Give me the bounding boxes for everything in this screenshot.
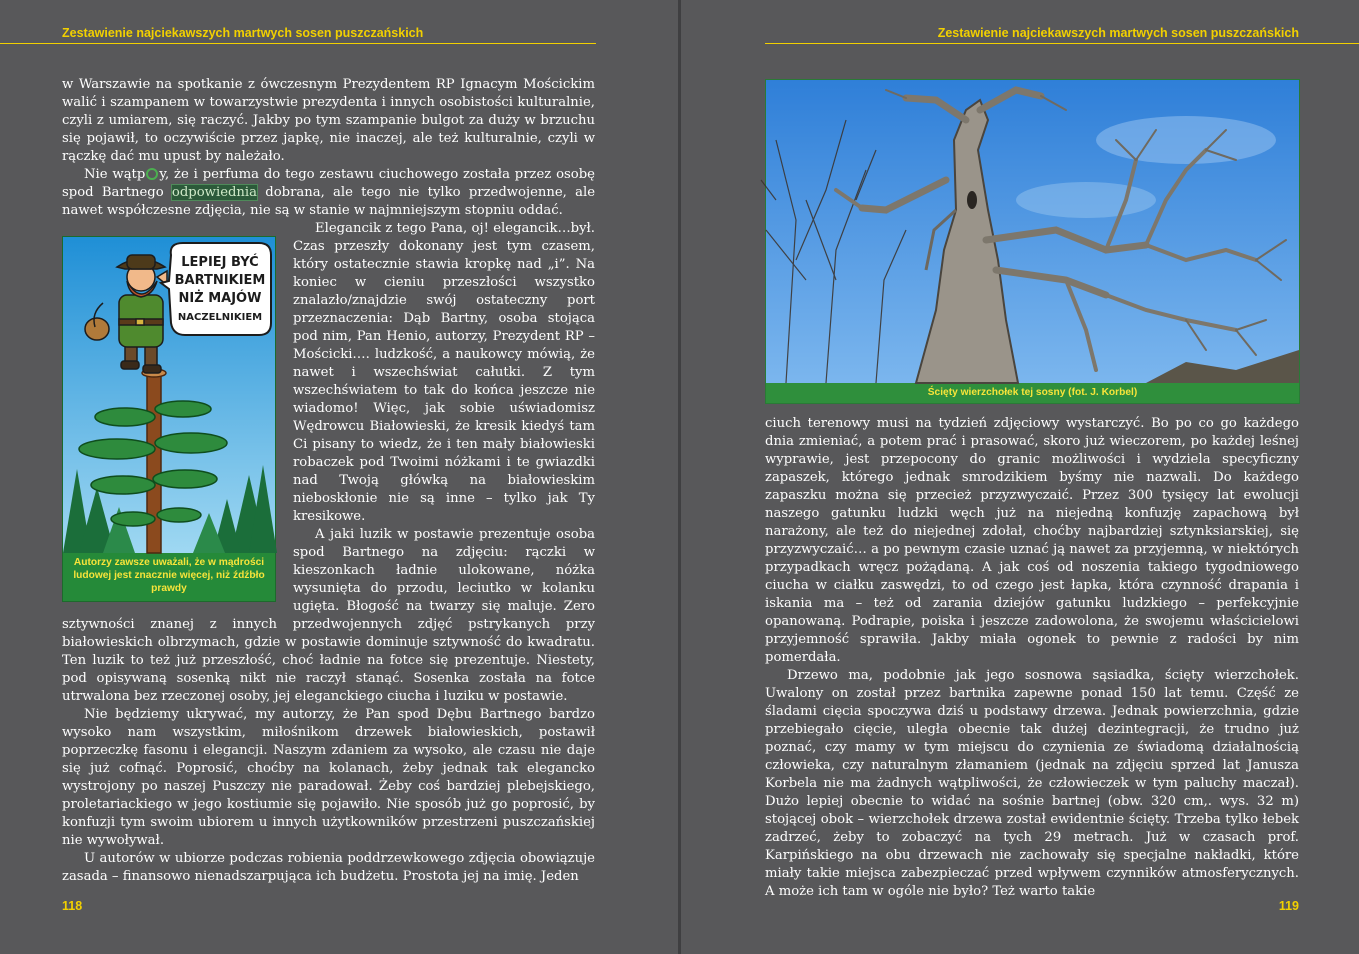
left-paragraph-6: U autorów w ubiorze podczas robienia poddrzewkowego zdjęcia obowiązuje zasada – finansowo nienadszarpująca ich budżetu. Prostota jej na imię. Jeden: [62, 851, 595, 884]
left-paragraph-2: [62, 166, 595, 220]
left-head-rule: [0, 43, 596, 44]
bubble-line-2: BARTNIKIEM: [174, 273, 266, 288]
right-paragraph-1: ciuch terenowy musi na tydzień zdjęciowy wystarczyć. Bo po co go każdego dnia zmieniać, a potem prać i prasować, skoro już wieczorem, po każdej leśnej wyprawie, jest przepocony do granic możliwości i wydziela specyficzny zapaszek, którego jednak smrodzikiem byśmy nie nazwali. Do każdego zapaszku można się przecież przyzwyczaić. Przez 300 tysięcy lat ewolucji naszego gatunku ludzki węch już na niejedną konfuzję zapachową był narażony, ale też do niejednej zdołał, choćby najbardziej sztynksiarskiej, się przyzwyczaić… a po pewnym czasie uznać ją nawet za przyjemną, w niektórych przypadkach wręcz pożądaną. A jak coś od noszenia takiego tygodniowego ciucha w ciałku zaswędzi, to od czego jest łapka, która czynność drapania i iskania ma – też od zarania dziejów gatunku ludzkiego – perfekcyjnie opanowaną. Podrapie, poiska i jeszcze zadowolona, że swojemu właścicielowi przyjemność sprawiła. Jakby miała ogonek to pewnie z radości by nim pomerdała.: [765, 416, 1299, 665]
right-page: [681, 0, 1359, 954]
bubble-line-3: NIŻ MAJÓW: [178, 291, 262, 306]
left-paragraph-5: Nie będziemy ukrywać, my autorzy, że Pan spod Dębu Bartnego bardzo wysoko nam wszystkim, miłośnikom drzewek białowieskich, postawił poprzeczkę fasonu i elegancji. Naszym zdaniem za wysoko, ale czasu nie daje się już cofnąć. Poprosić, choćby na kolanach, żeby jednak tak elegancko wystrojony po naszej Puszczy nie paradował. Żeby coś bardziej plebejskiego, proletariackiego w jego kostiumie się pojawiło. Nie sposób już go poprosić, by konfuzji tym swoim ubiorem u innych użytkowników przestrzeni puszczańskiej nie wywoływał.: [62, 707, 595, 848]
left-text-column: [62, 76, 595, 884]
left-page-number: 118: [62, 899, 83, 913]
bubble-line-4: NACZELNIKIEM: [177, 312, 263, 323]
text-cursor-icon: [146, 168, 158, 180]
highlighted-word[interactable]: odpowiednia: [171, 185, 258, 200]
photo-figure: [765, 79, 1300, 404]
bartnik-cartoon-illustration: [63, 237, 275, 553]
dead-pine-photo: [766, 80, 1299, 383]
right-running-head: Zestawienie najciekawszych martwych sosen puszczańskich: [937, 26, 1299, 40]
cartoon-figure: [62, 236, 276, 602]
left-paragraph-3: [62, 220, 595, 594]
left-running-head: Zestawienie najciekawszych martwych sosen puszczańskich: [62, 26, 424, 40]
left-paragraph-1: w Warszawie na spotkanie z ówczesnym Prezydentem RP Ignacym Mościckim walić i szampanem w towarzystwie prezydenta i innych osobistości kulturalnie, czyli z umiarem, się raczyć. Jakby po tym szampanie bulgot za duży w brzuchu się pojawił, to oczywiście przez japkę, nie inaczej, ale też kulturalnie, czyli w rączkę dać mu upust by należało.: [62, 77, 595, 164]
right-paragraph-2: Drzewo ma, podobnie jak jego sosnowa sąsiadka, ścięty wierzchołek. Uwalony on został przez bartnika zapewne ponad 150 lat temu. Część ze śladami cięcia spoczywa dziś u podstawy drzewa. Jednak powierzchnia, gdzie przebiegało cięcie, uległa obecnie tak dużej dezintegracji, że trudno już poznać, czy mamy w tym miejscu do czynienia ze świadomą działalnością człowieka, czy naturalnym złamaniem (jednak na zdjęciu sprzed lat Janusza Korbela nie ma żadnych wątpliwości, że człowieczek w tym paluchy maczał). Dużo lepiej obecnie to widać na sośnie bartnej (obw. 320 cm,. wys. 32 m) stojącej obok – wierzchołek drzewa został ewidentnie ścięty. Trzeba tylko łebek zadrzeć, żeby to zobaczyć na tych 29 metrach. Już w czasach prof. Karpińskiego na obu drzewach nie zachowały się specjalne nakładki, które miały takie miejsca zabezpieczać przed wpływem czynników atmosferycznych. A może ich tam w ogóle nie było? Też warto takie: [765, 668, 1299, 899]
para2-after-cursor: y, że i perfuma do tego zestawu ciuchowego została przez osobę spod Bartnego: [62, 167, 595, 200]
cartoon-caption: Autorzy zawsze uważali, że w mądrości ludowej jest znacznie więcej, niż źdźbło prawdy: [73, 557, 265, 594]
left-paragraph-4: A jaki luzik w postawie prezentuje osoba spod Bartnego na zdjęciu: rączki w kieszonkach ładnie ulokowane, nóżka wysunięta do przodu, leciutko w kolanku ugięta. Błogość na twarzy się maluje. Zero sztywności znanej z innych przedwojennych zdjęć pstrykanych przy białowieskich olbrzymach, gdzie w postawie dominuje sztywność do kwadratu. Ten luzik to też już przeszłość, choć ładnie na fotce się prezentuje. Niestety, pod opisywaną sosenką nikt nie raczył stanąć. Sosenka została na fotce utrwalona bez rzeczonej osoby, jej eleganckiego ciucha i luziku w postawie.: [62, 527, 595, 704]
right-head-rule: [765, 43, 1359, 44]
left-page: [0, 0, 678, 954]
left-paragraph-3-text: Elegancik z tego Pana, oj! elegancik…był. Czas przeszły dokonany jest tym czasem, który ostatecznie stawia kropkę nad „i”. Na koniec w cieniu przeszłości wszystko znalazło/znajdzie swój ostateczny port przeznaczenia: Dąb Bartny, osoba stojąca pod nim, Pan Henio, autorzy, Prezydent RP – Mościcki…. ludzkość, a naukowcy mówią, że nawet i wszechświat całutki. Z tym wszechświatem to tak do końca jeszcze nie wiadomo! Więc, jak sobie uświadomisz Wędrowcu Białowieski, że kresik kiedyś tam Ci pisany to wiedz, że i ten mały białowieski robaczek pod Twoimi nóżkami i te gwiazdki nad Twoją główką na białowieskim nieboskłonie nie są inne – tylko jak Ty kresikowe.: [293, 221, 595, 524]
para2-end: dobrana, ale tego nie tylko przedwojenne, ale nawet współczesne zdjęcia, nie są w stanie w najmniejszym stopniu oddać.: [62, 185, 595, 218]
right-text-column: [765, 415, 1299, 899]
photo-caption: Ścięty wierzchołek tej sosny (fot. J. Korbel): [927, 387, 1138, 398]
bubble-line-1: LEPIEJ BYĆ: [181, 255, 259, 270]
right-page-number: 119: [1278, 899, 1299, 913]
para2-start: Nie wątp: [84, 167, 146, 182]
